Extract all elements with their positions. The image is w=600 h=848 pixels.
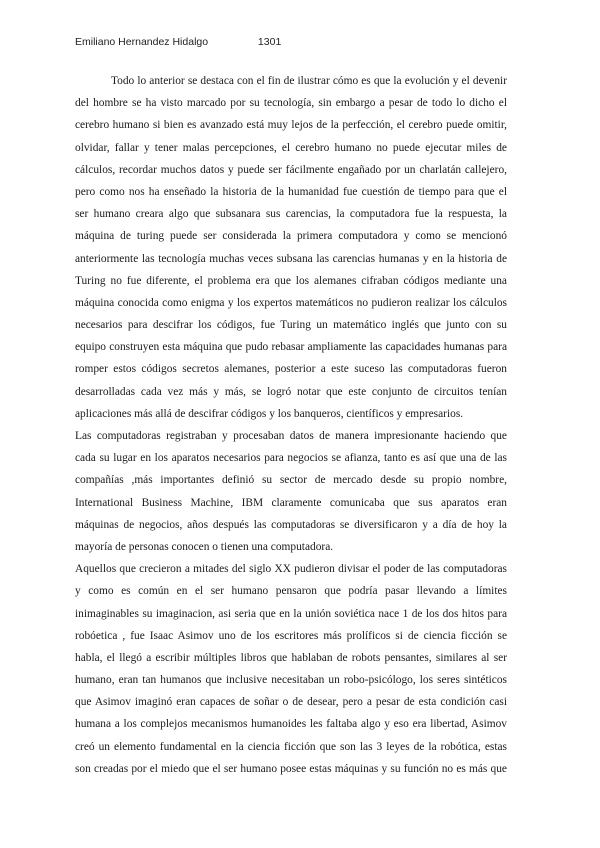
text-line: habla, el llegó a escribir múltiples libros que hablaban de robots pensantes, similares al ser xyxy=(75,651,507,664)
header-author: Emiliano Hernandez Hidalgo xyxy=(75,36,209,48)
body-text xyxy=(75,70,507,780)
text-line: son creadas por el miedo que el ser humano posee estas máquinas y su función no es más que xyxy=(75,762,507,775)
text-line: máquina conocida como enigma y los expertos matemáticos no pudieron realizar los cálculos xyxy=(75,296,507,309)
text-line: que Asimov imaginó eran capaces de soñar o de desear, pero a pesar de esta condición casi xyxy=(75,696,507,709)
text-line: ser humano creara algo que subsanara sus carencias, la computadora fue la respuesta, la xyxy=(75,208,507,221)
text-line: del hombre se ha visto marcado por su tecnología, sin embargo a pesar de todo lo dicho el xyxy=(75,97,507,110)
text-line: máquinas de negocios, años después las computadoras se diversificaron y a día de hoy la xyxy=(75,518,507,531)
text-line: anteriormente las tecnología muchas veces subsana las carencias humanas y en la historia de xyxy=(75,252,507,265)
text-line: aplicaciones más allá de descifrar códigos y los banqueros, científicos y empresarios. xyxy=(75,407,464,420)
text-line: cálculos, recordar muchos datos y puede ser fácilmente engañado por un charlatán callejero, xyxy=(75,163,507,176)
paragraph xyxy=(75,70,507,425)
text-line: Todo lo anterior se destaca con el fin de ilustrar cómo es que la evolución y el devenir xyxy=(111,75,507,87)
paragraph xyxy=(75,425,507,558)
text-line: inimaginables su imaginacion, asi seria que en la unión soviética nace 1 de los dos hitos para xyxy=(75,607,507,620)
text-line: International Business Machine, IBM claramente comunicaba que sus aparatos eran xyxy=(75,496,507,509)
text-line: Las computadoras registraban y procesaban datos de manera impresionante haciendo que xyxy=(75,430,507,442)
text-line: romper estos códigos secretos alemanes, posterior a este suceso las computadoras fueron xyxy=(75,363,507,376)
page-header xyxy=(75,36,281,48)
text-line: cerebro humano si bien es avanzado está muy lejos de la perfección, el cerebro puede omitir, xyxy=(75,119,507,132)
text-line: humana a los complejos mecanismos humanoides les faltaba algo y eso era libertad, Asimov xyxy=(75,718,507,731)
text-line: olvidar, fallar y tener malas percepciones, el cerebro humano no puede ejecutar miles de xyxy=(75,141,507,154)
text-line: cada su lugar en los aparatos necesarios para negocios se afianza, tanto es así que una de las xyxy=(75,452,507,465)
text-line: equipo construyen esta máquina que pudo rebasar ampliamente las capacidades humanas para xyxy=(75,341,507,354)
text-line: compañías ,más importantes definió su sector de mercado desde su propio nombre, xyxy=(75,474,507,487)
text-line: necesarios para descifrar los códigos, fue Turing un matemático inglés que junto con su xyxy=(75,319,507,332)
text-line: Turing no fue diferente, el problema era que los alemanes cifraban códigos mediante una xyxy=(75,274,507,287)
text-line: creó un elemento fundamental en la ciencia ficción que son las 3 leyes de la robótica, estas xyxy=(75,740,507,753)
text-line: desarrolladas cada vez más y más, se logró notar que este conjunto de circuitos tenían xyxy=(75,385,507,398)
text-line: Aquellos que crecieron a mitades del siglo XX pudieron divisar el poder de las computadoras xyxy=(75,563,507,576)
header-code: 1301 xyxy=(257,36,282,48)
text-line: y como es común en el ser humano pensaron que podría pasar llevando a límites xyxy=(75,585,507,598)
text-line: mayoría de personas conocen o tienen una computadora. xyxy=(75,540,334,553)
text-line: máquina de turing puede ser considerada la primera computadora y como se mencionó xyxy=(75,230,507,243)
paragraph xyxy=(75,558,507,780)
text-line: robóetica , fue Isaac Asimov uno de los escritores más prolíficos si de ciencia ficción se xyxy=(75,629,507,642)
text-line: pero como nos ha enseñado la historia de la humanidad fue cuestión de tiempo para que el xyxy=(75,185,507,198)
text-line: humano, eran tan humanos que inclusive necesitaban un robo-psicólogo, los seres sintéticos xyxy=(75,674,507,687)
